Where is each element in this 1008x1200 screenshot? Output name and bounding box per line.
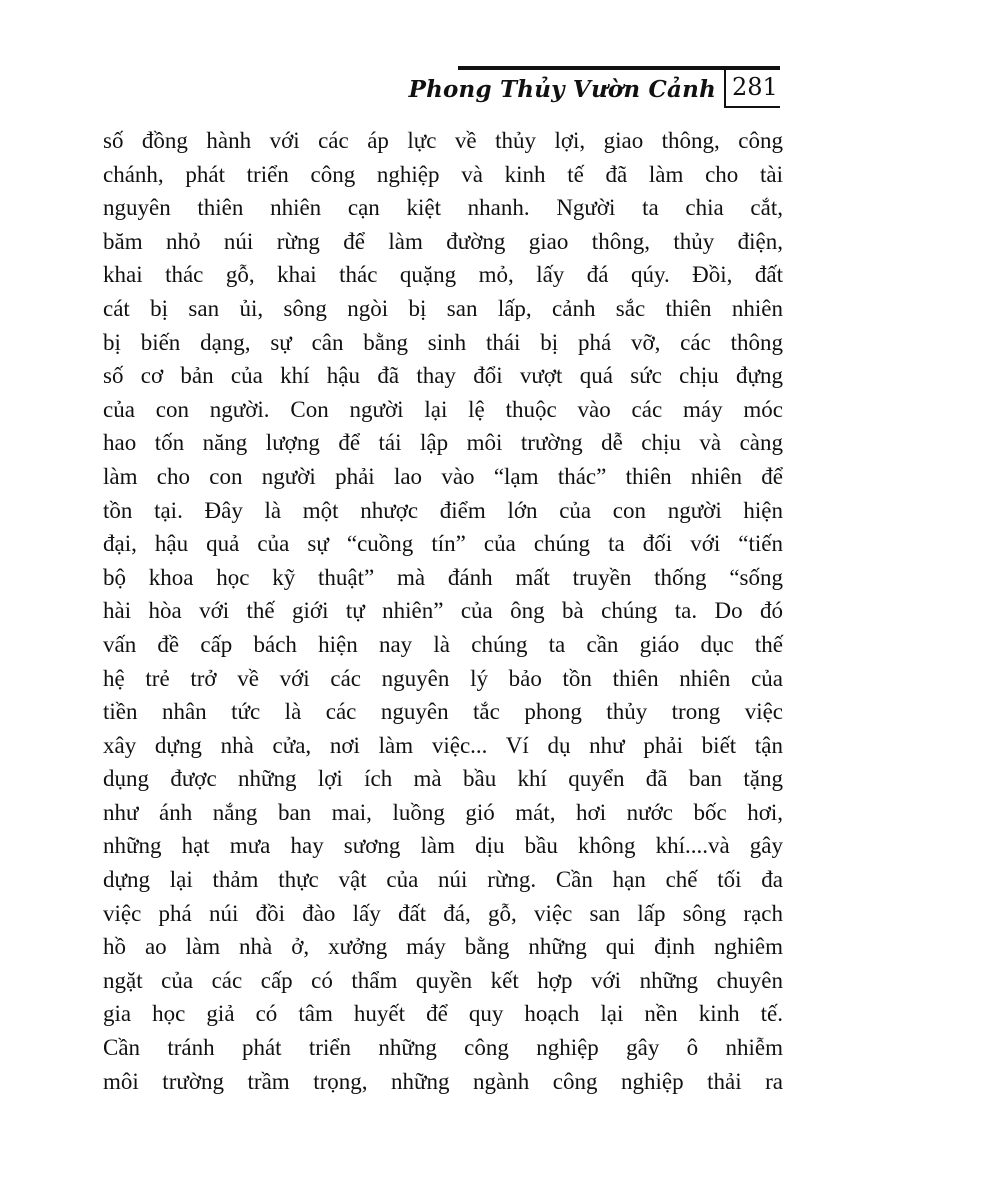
- text-line: bộ khoa học kỹ thuật” mà đánh mất truyền thống “sống: [103, 564, 783, 590]
- text-line: dựng lại thảm thực vật của núi rừng. Cần hạn chế tối đa: [103, 867, 783, 893]
- text-line: như ánh nắng ban mai, luồng gió mát, hơi nước bốc hơi,: [103, 799, 783, 825]
- text-line: vấn đề cấp bách hiện nay là chúng ta cần giáo dục thế: [103, 631, 783, 657]
- page-number-box: [724, 70, 780, 108]
- text-line: khai thác gỗ, khai thác quặng mỏ, lấy đá qúy. Đồi, đất: [103, 262, 783, 288]
- text-line: làm cho con người phải lao vào “lạm thác” thiên nhiên để: [103, 463, 783, 489]
- text-line: băm nhỏ núi rừng để làm đường giao thông, thủy điện,: [103, 228, 783, 254]
- text-line: việc phá núi đồi đào lấy đất đá, gỗ, việc san lấp sông rạch: [103, 900, 783, 926]
- page-number: 281: [732, 73, 778, 101]
- text-line: bị biến dạng, sự cân bằng sinh thái bị phá vỡ, các thông: [103, 329, 783, 355]
- text-line: hồ ao làm nhà ở, xưởng máy bằng những qui định nghiêm: [103, 934, 783, 960]
- text-line: hệ trẻ trở về với các nguyên lý bảo tồn thiên nhiên của: [103, 665, 783, 691]
- text-line: gia học giả có tâm huyết để quy hoạch lại nền kinh tế.: [103, 1001, 783, 1027]
- text-line: những hạt mưa hay sương làm dịu bầu không khí....và gây: [103, 833, 783, 859]
- text-line: đại, hậu quả của sự “cuồng tín” của chúng ta đối với “tiến: [103, 531, 783, 557]
- text-line: tiền nhân tức là các nguyên tắc phong thủy trong việc: [103, 699, 783, 725]
- running-header: [408, 66, 780, 110]
- text-line: Cần tránh phát triển những công nghiệp gây ô nhiễm: [103, 1035, 783, 1061]
- text-line: hao tốn năng lượng để tái lập môi trường dễ chịu và càng: [103, 430, 783, 456]
- body-paragraph: [103, 124, 783, 1098]
- text-line: tồn tại. Đây là một nhược điểm lớn của con người hiện: [103, 497, 783, 523]
- text-line: xây dựng nhà cửa, nơi làm việc... Ví dụ như phải biết tận: [103, 732, 783, 758]
- text-line: môi trường trầm trọng, những ngành công nghiệp thải ra: [103, 1068, 783, 1094]
- text-line: cát bị san ủi, sông ngòi bị san lấp, cảnh sắc thiên nhiên: [103, 295, 783, 321]
- text-line: của con người. Con người lại lệ thuộc vào các máy móc: [103, 396, 783, 422]
- text-line: chánh, phát triển công nghiệp và kinh tế đã làm cho tài: [103, 161, 783, 187]
- book-title: Phong Thủy Vườn Cảnh: [408, 76, 716, 103]
- text-line: nguyên thiên nhiên cạn kiệt nhanh. Người ta chia cắt,: [103, 195, 783, 221]
- text-line: dụng được những lợi ích mà bầu khí quyển đã ban tặng: [103, 766, 783, 792]
- text-line: số cơ bản của khí hậu đã thay đổi vượt quá sức chịu đựng: [103, 363, 783, 389]
- text-line: hài hòa với thế giới tự nhiên” của ông bà chúng ta. Do đó: [103, 598, 783, 624]
- text-line: ngặt của các cấp có thẩm quyền kết hợp với những chuyên: [103, 967, 783, 993]
- text-line: số đồng hành với các áp lực về thủy lợi, giao thông, công: [103, 128, 783, 153]
